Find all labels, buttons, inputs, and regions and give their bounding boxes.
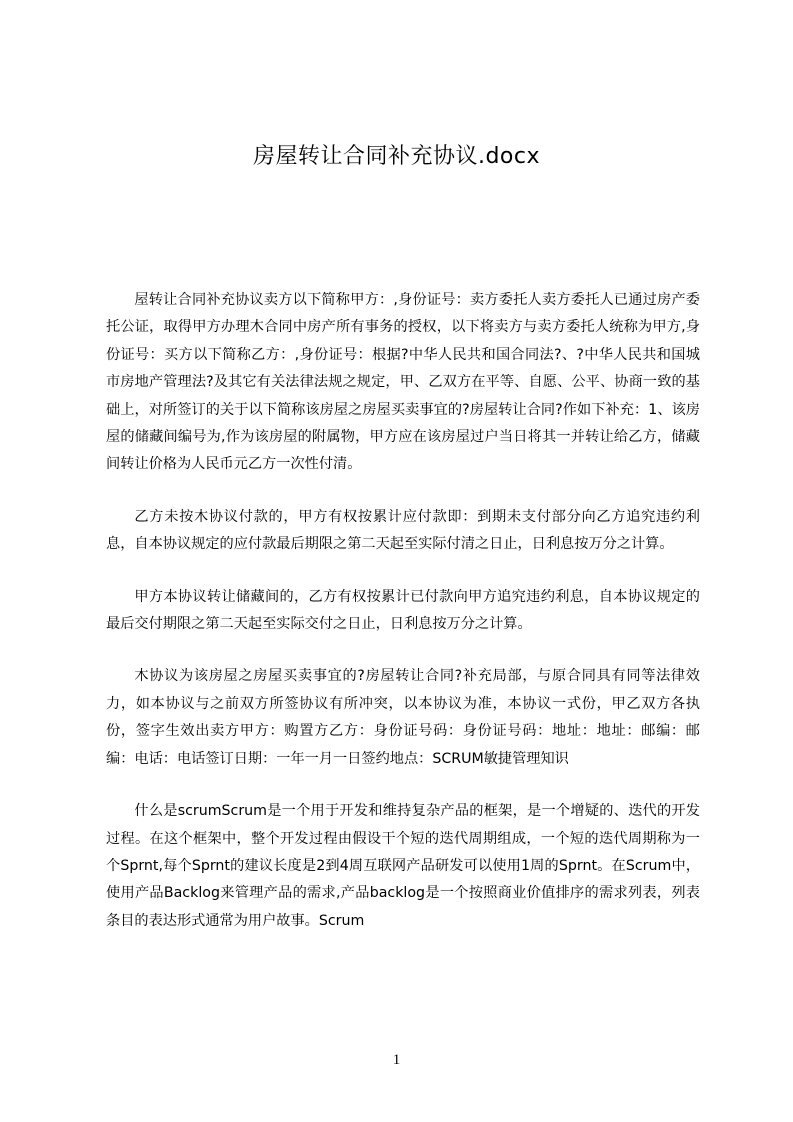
- document-body: [106, 287, 700, 960]
- document-title: 房屋转让合同补充协议.docx: [252, 144, 541, 169]
- paragraph-seller-default: 甲方本协议转让储藏间的，乙方有权按累计已付款向甲方追究违约利息，自本协议规定的最后交付期限之第二天起至实际交付之日止，日利息按万分之计算。: [106, 588, 700, 633]
- paragraph-buyer-default: 乙方未按木协议付款的，甲方有权按累计应付款即：到期未支付部分向乙方追究违约利息，自本协议规定的应付款最后期限之第二天起至实际付清之日止，日利息按万分之计算。: [106, 508, 700, 553]
- paragraph-scrum: 什么是scrumScrum是一个用于开发和维持复杂产品的框架，是一个增疑的、迭代的开发过程。在这个框架中，整个开发过程由假设干个短的迭代周期组成，一个短的迭代周期称为一个Sprnt,每个Sprnt的建议长度是2到4周互联网产品研发可以使用1周的Sprnt。在Scrum中，使用产品Backlog来管理产品的需求,产品backlog是一个按照商业价值排序的需求列表，列表条目的表达形式通常为用户故事。Scrum: [106, 803, 700, 929]
- paragraph-intro: 屋转让合同补充协议卖方以下简称甲方：,身份证号：卖方委托人卖方委托人已通过房产委托公证，取得甲方办理木合同中房产所有事务的授权，以下将卖方与卖方委托人统称为甲方,身份证号：买方以下简称乙方：,身份证号：根据?中华人民共和国合同法?、?中华人民共和国城市房地产管理法?及其它有关法律法规之规定，甲、乙双方在平等、自愿、公平、协商一致的基础上，对所签订的关于以下简称该房屋之房屋买卖事宜的?房屋转让合同?作如下补充：1、该房屋的储藏间编号为,作为该房屋的附属物，甲方应在该房屋过户当日将其一并转让给乙方，储藏间转让价格为人民币元乙方一次性付清。: [106, 292, 700, 473]
- page-number: 1: [392, 1052, 401, 1068]
- paragraph-effect: 木协议为该房屋之房屋买卖事宜的?房屋转让合同?补充局部，与原合同具有同等法律效力，如本协议与之前双方所签协议有所冲突，以本协议为准，本协议一式份，甲乙双方各执份，签字生效出卖方甲方：购置方乙方：身份证号码：身份证号码：地址：地址：邮编：邮编：电话：电话签订日期：一年一月一日签约地点：SCRUM敏捷管理知识: [106, 668, 700, 767]
